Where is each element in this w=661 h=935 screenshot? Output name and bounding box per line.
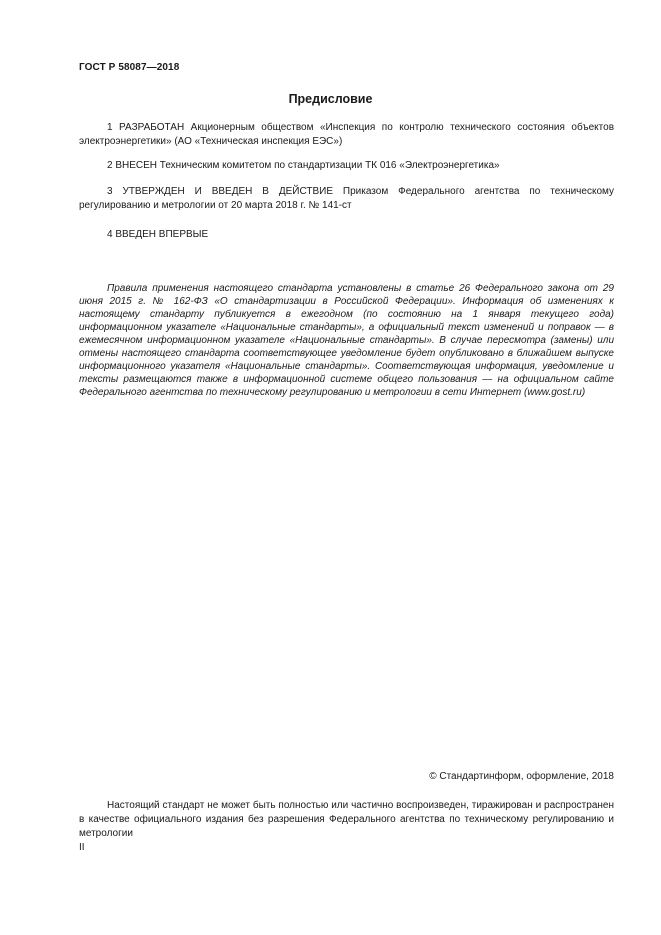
copyright-line: © Стандартинформ, оформление, 2018 [429, 771, 614, 782]
preface-item-4: 4 ВВЕДЕН ВПЕРВЫЕ [107, 229, 209, 240]
preface-item-3: 3 УТВЕРЖДЕН И ВВЕДЕН В ДЕЙСТВИЕ Приказом Федерального агентства по техническому регулированию и метрологии от 20 марта 2018 г. № 141-ст [79, 186, 614, 211]
document-number: ГОСТ Р 58087—2018 [79, 62, 180, 73]
section-title: Предисловие [288, 92, 373, 106]
preface-item-1: 1 РАЗРАБОТАН Акционерным обществом «Инспекция по контролю технического состояния объектов электроэнергетики» (АО «Техническая инспекция ЕЭС») [79, 122, 614, 147]
page-number: II [79, 842, 85, 853]
standard-application-notice: Правила применения настоящего стандарта установлены в статье 26 Федерального закона от 29 июня 2015 г. № 162-ФЗ «О стандартизации в Российской Федерации». Информация об изменениях к настоящему стандарту публикуется в ежегодном (по состоянию на 1 января текущего года) информационном указателе «Национальные стандарты», а официальный текст изменений и поправок — в ежемесячном информационном указателе «Национальные стандарты». В случае пересмотра (замены) или отмены настоящего стандарта соответствующее уведомление будет опубликовано в ближайшем выпуске информационного указателя «Национальные стандарты». Соответствующая информация, уведомление и тексты размещаются также в информационной системе общего пользования — на официальном сайте Федерального агентства по техническому регулированию и метрологии в сети Интернет (www.gost.ru) [79, 283, 614, 398]
preface-item-2: 2 ВНЕСЕН Техническим комитетом по стандартизации ТК 016 «Электроэнергетика» [107, 160, 500, 171]
reproduction-notice: Настоящий стандарт не может быть полностью или частично воспроизведен, тиражирован и распространен в качестве официального издания без разрешения Федерального агентства по техническому регулированию и метрологии [79, 800, 614, 839]
